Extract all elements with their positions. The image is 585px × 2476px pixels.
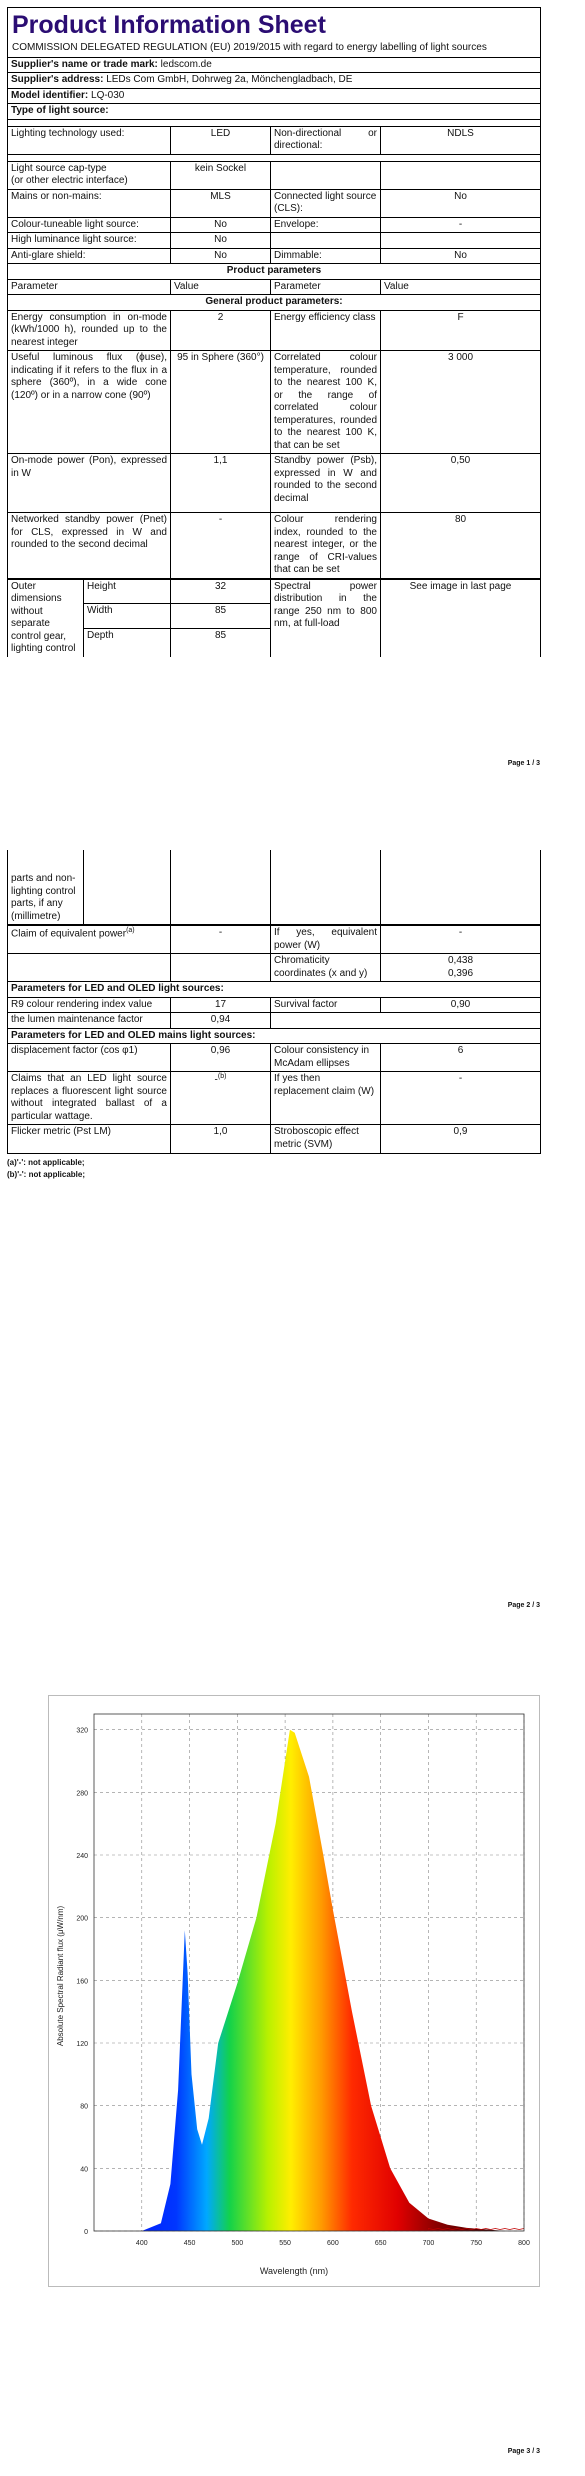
light-type-heading: Type of light source: [8, 104, 541, 120]
pp-value: 0,50 [381, 454, 541, 513]
page2-table [7, 925, 541, 1154]
supplier-address-value: LEDs Com GmbH, Dohrweg 2a, Mönchengladbach, DE [106, 74, 353, 86]
ls-value: No [171, 248, 271, 264]
title-block [8, 8, 541, 58]
ls-value: No [171, 233, 271, 249]
y-tick-label: 240 [76, 1853, 88, 1860]
width-value: 85 [171, 604, 271, 629]
disp-value: 0,96 [171, 1044, 271, 1072]
col-param-header: Parameter [8, 279, 171, 295]
dim-blank [381, 850, 541, 925]
supplier-name-row [8, 57, 541, 73]
ls-value: kein Sockel [171, 161, 271, 189]
supplier-address-label: Supplier's address: [11, 74, 104, 86]
info-table [7, 7, 541, 579]
spectrum-chart [48, 1695, 540, 2287]
ls-label: Mains or non-mains: [8, 189, 171, 217]
pp-row-0 [8, 310, 541, 351]
pp-row-3 [8, 513, 541, 579]
spacer-row [8, 119, 541, 126]
dimensions-label-cont: parts and non-lighting control parts, if any (millimetre) [8, 850, 84, 925]
product-params-heading: Product parameters [8, 264, 541, 280]
dim-blank [171, 850, 271, 925]
x-tick-label: 800 [518, 2240, 530, 2247]
chroma-values [381, 954, 541, 982]
col-value-header: Value [381, 279, 541, 295]
model-value: LQ-030 [91, 89, 125, 101]
svm-label: Stroboscopic effect metric (SVM) [271, 1125, 381, 1154]
equiv-power-value: - [171, 926, 271, 954]
ls-row-0 [8, 126, 541, 154]
x-tick-label: 600 [327, 2240, 339, 2247]
pp-value: 1,1 [171, 454, 271, 513]
model-label: Model identifier: [11, 89, 89, 101]
flicker-label: Flicker metric (Pst LM) [8, 1125, 171, 1154]
ls-label: Colour-tuneable light source: [8, 217, 171, 233]
chart-area [122, 1729, 524, 2232]
dimensions-label: Outer dimensions without separate control gear, lighting control [8, 579, 84, 657]
ls-value: No [381, 189, 541, 217]
lumen-label: the lumen maintenance factor [8, 1013, 171, 1029]
ls-value [381, 233, 541, 249]
equiv-power-label [8, 926, 171, 954]
height-label: Height [84, 579, 171, 604]
pp-label: Useful luminous flux (ϕuse), indicating if it refers to the flux in a sphere (360º), in a wide cone (120º) or in a narrow cone (90º) [8, 351, 171, 454]
pp-row-2 [8, 454, 541, 513]
ls-value: MLS [171, 189, 271, 217]
ls-value: LED [171, 126, 271, 154]
ls-label: Dimmable: [271, 248, 381, 264]
ls-label [271, 161, 381, 189]
pp-label: Networked standby power (Pnet) for CLS, expressed in W and rounded to the second decimal [8, 513, 171, 579]
x-tick-label: 450 [183, 2240, 196, 2247]
spd-label: Spectral power distribution in the range 250 nm to 800 nm, at full-load [271, 579, 381, 657]
sheet-page-1 [7, 7, 540, 657]
ls-row-3 [8, 217, 541, 233]
ls-row-1 [8, 161, 541, 189]
pp-row-1 [8, 351, 541, 454]
pp-label: Standby power (Psb), expressed in W and rounded to the second decimal [271, 454, 381, 513]
ls-row-4 [8, 233, 541, 249]
page-title: Product Information Sheet [12, 11, 326, 39]
y-tick-label: 40 [80, 2166, 88, 2174]
depth-label: Depth [84, 628, 171, 657]
y-tick-label: 80 [80, 2103, 88, 2111]
ls-row-2 [8, 189, 541, 217]
x-axis-label: Wavelength (nm) [259, 2266, 329, 2276]
y-tick-label: 160 [76, 1978, 88, 1986]
x-tick-label: 700 [422, 2240, 435, 2247]
supplier-name-label: Supplier's name or trade mark: [11, 58, 158, 70]
general-params-heading: General product parameters: [8, 295, 541, 311]
survival-value: 0,90 [381, 997, 541, 1013]
x-tick-label: 500 [231, 2240, 244, 2247]
dimensions-table-p1 [7, 579, 541, 657]
replace-r-label: If yes then replacement claim (W) [271, 1072, 381, 1125]
pp-value: 3 000 [381, 351, 541, 454]
pp-value: 2 [171, 310, 271, 351]
ls-label: High luminance light source: [8, 233, 171, 249]
y-tick-label: 120 [76, 2041, 88, 2048]
ls-value: No [381, 248, 541, 264]
col-param-header: Parameter [271, 279, 381, 295]
disp-label: displacement factor (cos φ1) [8, 1044, 171, 1072]
pp-label: Energy consumption in on-mode (kWh/1000 h), rounded up to the nearest integer [8, 310, 171, 351]
blank-cell [8, 954, 171, 982]
footnote-ref-b: (b) [217, 1073, 227, 1080]
y-axis-label: Absolute Spectral Radiant flux (μW/nm) [56, 1905, 65, 2047]
footnote-b: (b)'-': not applicable; [7, 1170, 86, 1179]
x-tick-label: 750 [470, 2240, 483, 2247]
pp-value: F [381, 310, 541, 351]
sheet-page-2 [7, 850, 540, 1181]
y-tick-label: 320 [76, 1727, 88, 1735]
ls-label: Light source cap-type (or other electric interface) [8, 161, 171, 189]
spectrum-svg [49, 1696, 539, 2286]
flicker-value: 1,0 [171, 1125, 271, 1154]
ls-label: Connected light source (CLS): [271, 189, 381, 217]
ls-label: Envelope: [271, 217, 381, 233]
chroma-y: 0,396 [447, 967, 474, 979]
mains-params-heading: Parameters for LED and OLED mains light sources: [8, 1028, 541, 1044]
page-footer-2: Page 2 / 3 [507, 1602, 540, 1609]
spacer-row [8, 154, 541, 161]
ls-row-5 [8, 248, 541, 264]
chroma-label: Chromaticity coordinates (x and y) [271, 954, 381, 982]
y-tick-label: 0 [84, 2229, 88, 2236]
ls-value [381, 161, 541, 189]
led-params-heading: Parameters for LED and OLED light sources: [8, 982, 541, 998]
footnote-a: (a)'-': not applicable; [7, 1158, 85, 1167]
regulation-text: COMMISSION DELEGATED REGULATION (EU) 2019/2015 with regard to energy labelling of light sources [12, 42, 487, 54]
page-footer-1: Page 1 / 3 [507, 760, 540, 767]
page-footer-3: Page 3 / 3 [507, 2448, 540, 2455]
ls-label: Lighting technology used: [8, 126, 171, 154]
model-row [8, 88, 541, 104]
x-tick-label: 650 [374, 2240, 387, 2247]
pp-value: 80 [381, 513, 541, 579]
ls-value: NDLS [381, 126, 541, 154]
x-tick-label: 550 [279, 2240, 291, 2247]
dim-blank [84, 850, 171, 925]
equiv-power-r-value: - [381, 926, 541, 954]
pp-value: 95 in Sphere (360°) [171, 351, 271, 454]
width-label: Width [84, 604, 171, 629]
replace-value-cell [171, 1072, 271, 1125]
pp-label: Correlated colour temperature, rounded to the nearest 100 K, or the range of correlated colour temperatures, rounded to the nearest 100 K, that can be set [271, 351, 381, 454]
equiv-power-text: Claim of equivalent power [11, 928, 127, 940]
x-tick-label: 400 [135, 2240, 148, 2247]
blank-cell [381, 1013, 541, 1029]
ls-value: - [381, 217, 541, 233]
mcadam-value: 6 [381, 1044, 541, 1072]
height-value: 32 [171, 579, 271, 604]
replace-value: - [214, 1074, 218, 1086]
replace-label: Claims that an LED light source replaces a fluorescent light source without integrated ballast of a particular wattage. [8, 1072, 171, 1125]
ls-label: Anti-glare shield: [8, 248, 171, 264]
col-value-header: Value [171, 279, 271, 295]
lumen-value: 0,94 [171, 1013, 271, 1029]
ls-label [271, 233, 381, 249]
pp-label: Energy efficiency class [271, 310, 381, 351]
r9-label: R9 colour rendering index value [8, 997, 171, 1013]
r9-value: 17 [171, 997, 271, 1013]
depth-value: 85 [171, 628, 271, 657]
supplier-address-row [8, 73, 541, 89]
equiv-power-r-label: If yes, equivalent power (W) [271, 926, 381, 954]
chroma-x: 0,438 [447, 955, 474, 966]
page-1 [0, 0, 585, 790]
pp-label: On-mode power (Pon), expressed in W [8, 454, 171, 513]
survival-label: Survival factor [271, 997, 381, 1013]
replace-r-value: - [381, 1072, 541, 1125]
page-2 [0, 850, 585, 1650]
pp-value: - [171, 513, 271, 579]
supplier-name-value: ledscom.de [160, 58, 212, 70]
y-tick-label: 200 [76, 1915, 88, 1923]
spd-value: See image in last page [381, 579, 541, 657]
dim-blank [271, 850, 381, 925]
svm-value: 0,9 [381, 1125, 541, 1154]
blank-cell [171, 954, 271, 982]
ls-value: No [171, 217, 271, 233]
ls-label: Non-directional or directional: [271, 126, 381, 154]
pp-label: Colour rendering index, rounded to the nearest integer, or the range of CRI-values that can be set [271, 513, 381, 579]
blank-cell [271, 1013, 381, 1029]
footnote-ref-a: (a) [126, 927, 135, 934]
mcadam-label: Colour consistency in McAdam ellipses [271, 1044, 381, 1072]
dimensions-table-p2 [7, 850, 541, 925]
y-tick-label: 280 [76, 1790, 88, 1798]
